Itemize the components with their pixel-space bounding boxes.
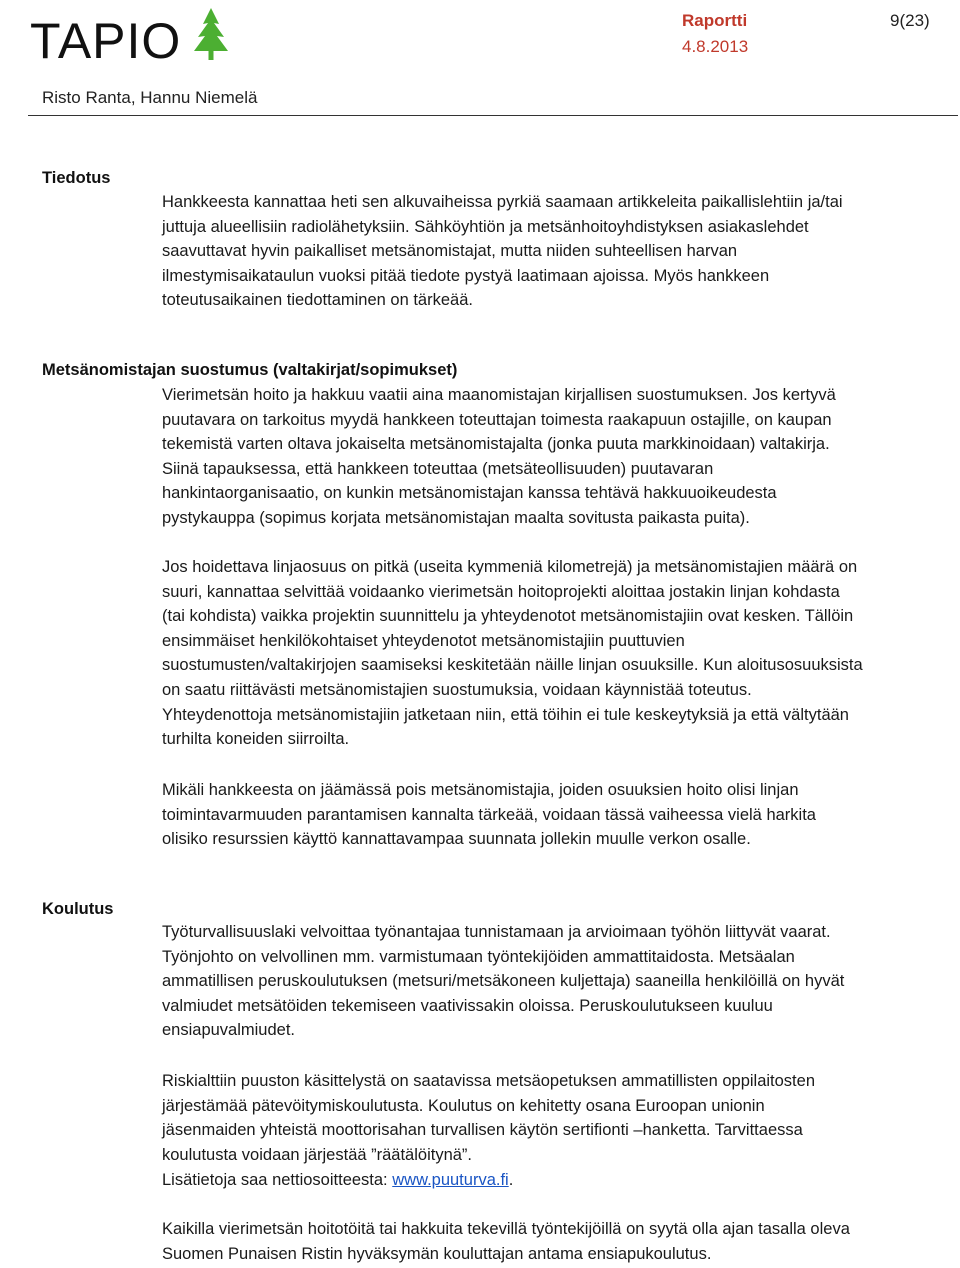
- heading-tiedotus: Tiedotus: [42, 169, 111, 187]
- koulutus-more-info: [162, 1168, 960, 1193]
- logo-wordmark: TAPIO: [30, 13, 182, 66]
- authors: Risto Ranta, Hannu Niemelä: [42, 88, 258, 107]
- header-divider: [28, 115, 958, 116]
- report-label: Raportti: [682, 11, 748, 30]
- tiedotus-paragraph: Hankkeesta kannattaa heti sen alkuvaiheissa pyrkiä saamaan artikkeleita paikallislehtiin ja/tai juttuja alueellisiin radiolähetyksiin. Sähköyhtiön ja metsänhoitoyhdistyksen asiakaslehdet saavuttavat hyvin paikalliset metsänomistajat, mutta niiden suhteellisen harvan ilmestymisaikataulun vuoksi pitää tiedote pystyä laatimaan ajoissa. Myös hankkeen toteutusaikainen tiedottaminen on tärkeää.: [162, 193, 843, 310]
- heading-suostumus: Metsänomistajan suostumus (valtakirjat/sopimukset): [42, 361, 458, 379]
- suostumus-paragraph-2: Jos hoidettava linjaosuus on pitkä (useita kymmeniä kilometrejä) ja metsänomistajien määrä on suuri, kannattaa selvittää voidaanko vierimetsän hoitoprojekti aloittaa jostakin linjan kohdasta (tai kohdista) vaikka projektin suunnittelu ja yhteydenotot metsänomistajiin ovat kesken. Tällöin ensimmäiset henkilökohtaiset yhteydenotot metsänomistajiin puuttuvien suostumusten/valtakirjojen saamiseksi keskitetään näille linjan osuuksille. Kun aloitusosuuksista on saatu riittävästi metsänomistajien suostumuksia, voidaan käynnistää toteutus. Yhteydenottoja metsänomistajiin jatketaan niin, että töihin ei tule keskeytyksiä ja että vältytään turhilta koneiden siirroilta.: [162, 558, 863, 749]
- tapio-logo-graphic: [28, 6, 238, 66]
- koulutus-paragraph-3: Kaikilla vierimetsän hoitotöitä tai hakkuita tekevillä työntekijöillä on syytä olla ajan tasalla oleva Suomen Punaisen Ristin hyväksymän kouluttajan antama ensiapukoulutus.: [162, 1220, 850, 1263]
- more-info-prefix: Lisätietoja saa nettiosoitteesta:: [162, 1171, 393, 1189]
- suostumus-paragraph-3: Mikäli hankkeesta on jäämässä pois metsänomistajia, joiden osuuksien hoito olisi linjan toimintavarmuuden parantamisen kannalta tärkeää, voidaan tässä vaiheessa vielä harkita olisiko resurssien käyttö kannattavampaa suunnata jollekin muulle verkon osalle.: [162, 781, 816, 849]
- tree-icon: [194, 8, 228, 60]
- tapio-logo: [28, 6, 238, 66]
- suostumus-paragraph-1: Vierimetsän hoito ja hakkuu vaatii aina maanomistajan kirjallisen suostumuksen. Jos kertyvä puutavara on tarkoitus myydä hankkeen toteuttajan toimesta raakapuun ostajille, on kaupan tekemistä varten oltava jokaiselta metsänomistajalta (jonka puuta markkinoidaan) valtakirja. Siinä tapauksessa, että hankkeen toteuttaa (metsäteollisuuden) puutavaran hankintaorganisaatio, on kunkin metsänomistajan kanssa tehtävä hakkuuoikeudesta pystykauppa (sopimus korjata metsänomistajan maalta sovitusta paikasta puita).: [162, 386, 836, 527]
- page-number: 9(23): [890, 11, 930, 30]
- puuturva-link[interactable]: www.puuturva.fi: [392, 1171, 509, 1189]
- more-info-suffix: .: [508, 1171, 514, 1189]
- koulutus-paragraph-2: Riskialttiin puuston käsittelystä on saatavissa metsäopetuksen ammatillisten oppilaitosten järjestämää pätevöitymiskoulutusta. Koulutus on kehitetty osana Euroopan unionin jäsenmaiden yhteistä moottorisahan turvallisen käytön sertifionti –hanketta. Tarvittaessa koulutusta voidaan järjestää ”räätälöitynä”.: [162, 1072, 815, 1164]
- report-date: 4.8.2013: [682, 37, 749, 56]
- heading-koulutus: Koulutus: [42, 900, 114, 918]
- koulutus-paragraph-1: Työturvallisuuslaki velvoittaa työnantajaa tunnistamaan ja arvioimaan työhön liittyvät vaarat. Työnjohto on velvollinen mm. varmistumaan työntekijöiden ammattitaidosta. Metsäalan ammatillisen peruskoulutuksen (metsuri/metsäkoneen kuljettaja) saaneilla henkilöillä on hyvät valmiudet metsätöiden tekemiseen vaativissakin oloissa. Peruskoulutukseen kuuluu ensiapuvalmiudet.: [162, 923, 845, 1040]
